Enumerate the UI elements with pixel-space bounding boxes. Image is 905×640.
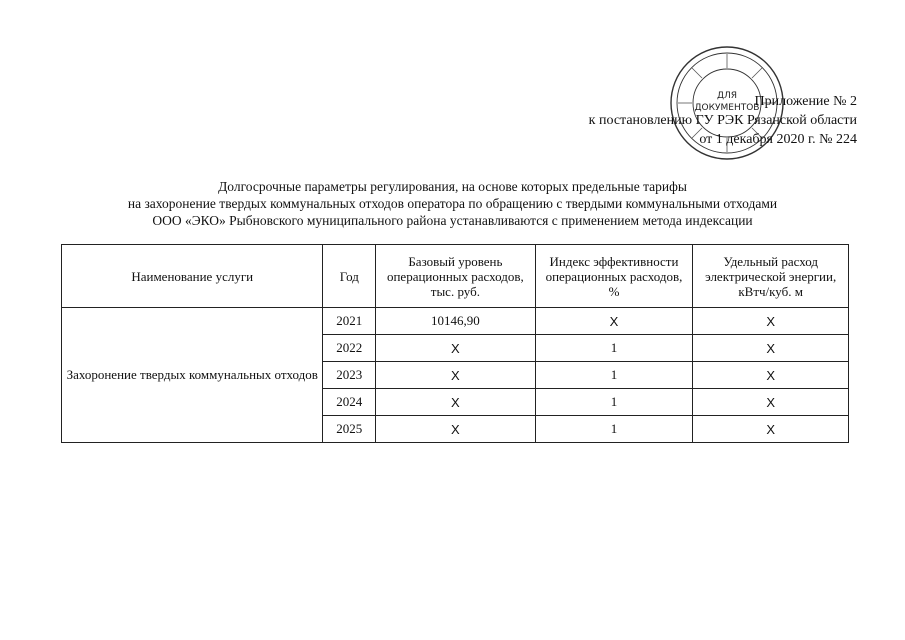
base-opex-cell: Х: [376, 416, 536, 443]
service-name-cell: Захоронение твердых коммунальных отходов: [62, 308, 323, 443]
header-efficiency-index: Индекс эффективности операционных расходов, %: [535, 245, 693, 308]
appendix-number: Приложение № 2: [754, 94, 857, 109]
title-line-1: Долгосрочные параметры регулирования, на основе которых предельные тарифы: [218, 179, 687, 194]
title-line-3: ООО «ЭКО» Рыбновского муниципального района устанавливаются с применением метода индексации: [152, 213, 753, 228]
energy-consumption-cell: Х: [693, 335, 849, 362]
title-line-2: на захоронение твердых коммунальных отходов оператора по обращению с твердыми коммунальными отходами: [127, 196, 778, 211]
efficiency-index-cell: 1: [535, 362, 693, 389]
document-title: [60, 178, 845, 229]
base-opex-cell: Х: [376, 362, 536, 389]
year-cell: 2025: [323, 416, 376, 443]
year-cell: 2023: [323, 362, 376, 389]
energy-consumption-cell: Х: [693, 362, 849, 389]
base-opex-cell: Х: [376, 389, 536, 416]
appendix-date: от 1 декабря 2020 г. № 224: [699, 132, 857, 147]
header-year: Год: [323, 245, 376, 308]
efficiency-index-cell: 1: [535, 416, 693, 443]
regulation-parameters-table: [61, 244, 849, 443]
seal-center-line-2: ДОКУМЕНТОВ: [694, 103, 760, 113]
table-row: [62, 308, 849, 335]
energy-consumption-cell: Х: [693, 308, 849, 335]
header-energy-consumption: Удельный расход электрической энергии, кВтч/куб. м: [693, 245, 849, 308]
year-cell: 2024: [323, 389, 376, 416]
efficiency-index-cell: 1: [535, 389, 693, 416]
appendix-reference: [589, 92, 857, 149]
base-opex-cell: 10146,90: [376, 308, 536, 335]
efficiency-index-cell: Х: [535, 308, 693, 335]
year-cell: 2022: [323, 335, 376, 362]
base-opex-cell: Х: [376, 335, 536, 362]
year-cell: 2021: [323, 308, 376, 335]
table-header-row: [62, 245, 849, 308]
energy-consumption-cell: Х: [693, 389, 849, 416]
header-service-name: Наименование услуги: [62, 245, 323, 308]
efficiency-index-cell: 1: [535, 335, 693, 362]
appendix-resolution: к постановлению ГУ РЭК Рязанской области: [588, 113, 857, 128]
header-base-opex: Базовый уровень операционных расходов, тыс. руб.: [376, 245, 536, 308]
energy-consumption-cell: Х: [693, 416, 849, 443]
seal-center-line-1: ДЛЯ: [716, 91, 738, 101]
